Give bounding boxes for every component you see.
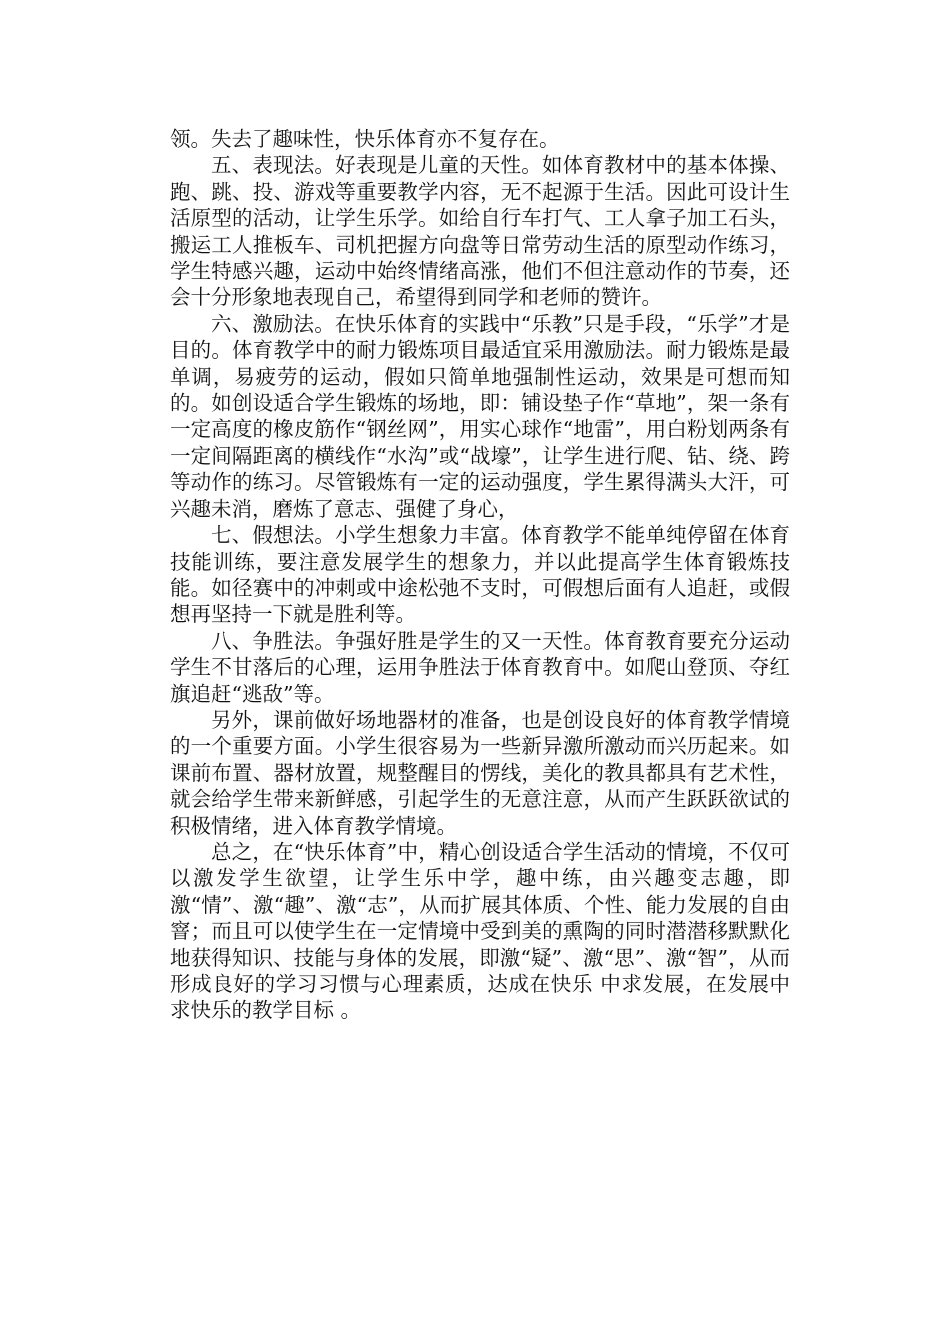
paragraph-6: 另外，课前做好场地器材的准备，也是创设良好的体育教学情境的一个重要方面。小学生很容易为一些新异激所激动而兴历起来。如课前布置、器材放置，规整醒目的愣线，美化的教具都具有艺术性，就会给学生带来新鲜感，引起学生的无意注意，从而产生跃跃欲试的积极情绪，进入体育教学情境。: [170, 707, 790, 838]
paragraph-2: 五、表现法。好表现是儿童的天性。如体育教材中的基本体操、跑、跳、投、游戏等重要教学内容，无不起源于生活。因此可设计生活原型的活动，让学生乐学。如给自行车打气、工人拿子加工石头，搬运工人推板车、司机把握方向盘等日常劳动生活的原型动作练习，学生特感兴趣，运动中始终情绪高涨，他们不但注意动作的节奏，还会十分形象地表现自己，希望得到同学和老师的赞许。: [170, 153, 790, 310]
paragraph-1: 领。失去了趣味性，快乐体育亦不复存在。: [170, 127, 560, 151]
paragraph-5: 八、争胜法。争强好胜是学生的又一天性。体育教育要充分运动学生不甘落后的心理，运用争胜法于体育教育中。如爬山登顶、夺红旗追赶“逃敌”等。: [170, 628, 790, 706]
paragraph-4: 七、假想法。小学生想象力丰富。体育教学不能单纯停留在体育技能训练，要注意发展学生的想象力，并以此提高学生体育锻炼技能。如径赛中的冲刺或中途松弛不支时，可假想后面有人追赶，或假想再坚持一下就是胜利等。: [170, 523, 790, 627]
paragraph-7: 总之，在“快乐体育”中，精心创设适合学生活动的情境，不仅可以激发学生欲望，让学生乐中学，趣中练，由兴趣变志趣，即激“情”、激“趣”、激“志”，从而扩展其体质、个性、能力发展的自由窨；而且可以使学生在一定情境中受到美的熏陶的同时潜潜移默默化地获得知识、技能与身体的发展，即激“疑”、激“思”、激“智”，从而形成良好的学习习惯与心理素质，达成在快乐 中求发展，在发展中求快乐的教学目标 。: [170, 839, 790, 1023]
paragraph-3: 六、激励法。在快乐体育的实践中“乐教”只是手段，“乐学”才是目的。体育教学中的耐力锻炼项目最适宜采用激励法。耐力锻炼是最单调，易疲劳的运动，假如只简单地强制性运动，效果是可想而知的。如创设适合学生锻炼的场地，即：铺设垫子作“草地”，架一条有一定高度的橡皮筋作“钢丝网”，用实心球作“地雷”，用白粉划两条有一定间隔距离的横线作“水沟”或“战壕”，让学生进行爬、钻、绕、跨等动作的练习。尽管锻炼有一定的运动强度，学生累得满头大汗，可兴趣未消，磨炼了意志、强健了身心，: [170, 311, 790, 521]
document-body: [170, 126, 790, 1024]
